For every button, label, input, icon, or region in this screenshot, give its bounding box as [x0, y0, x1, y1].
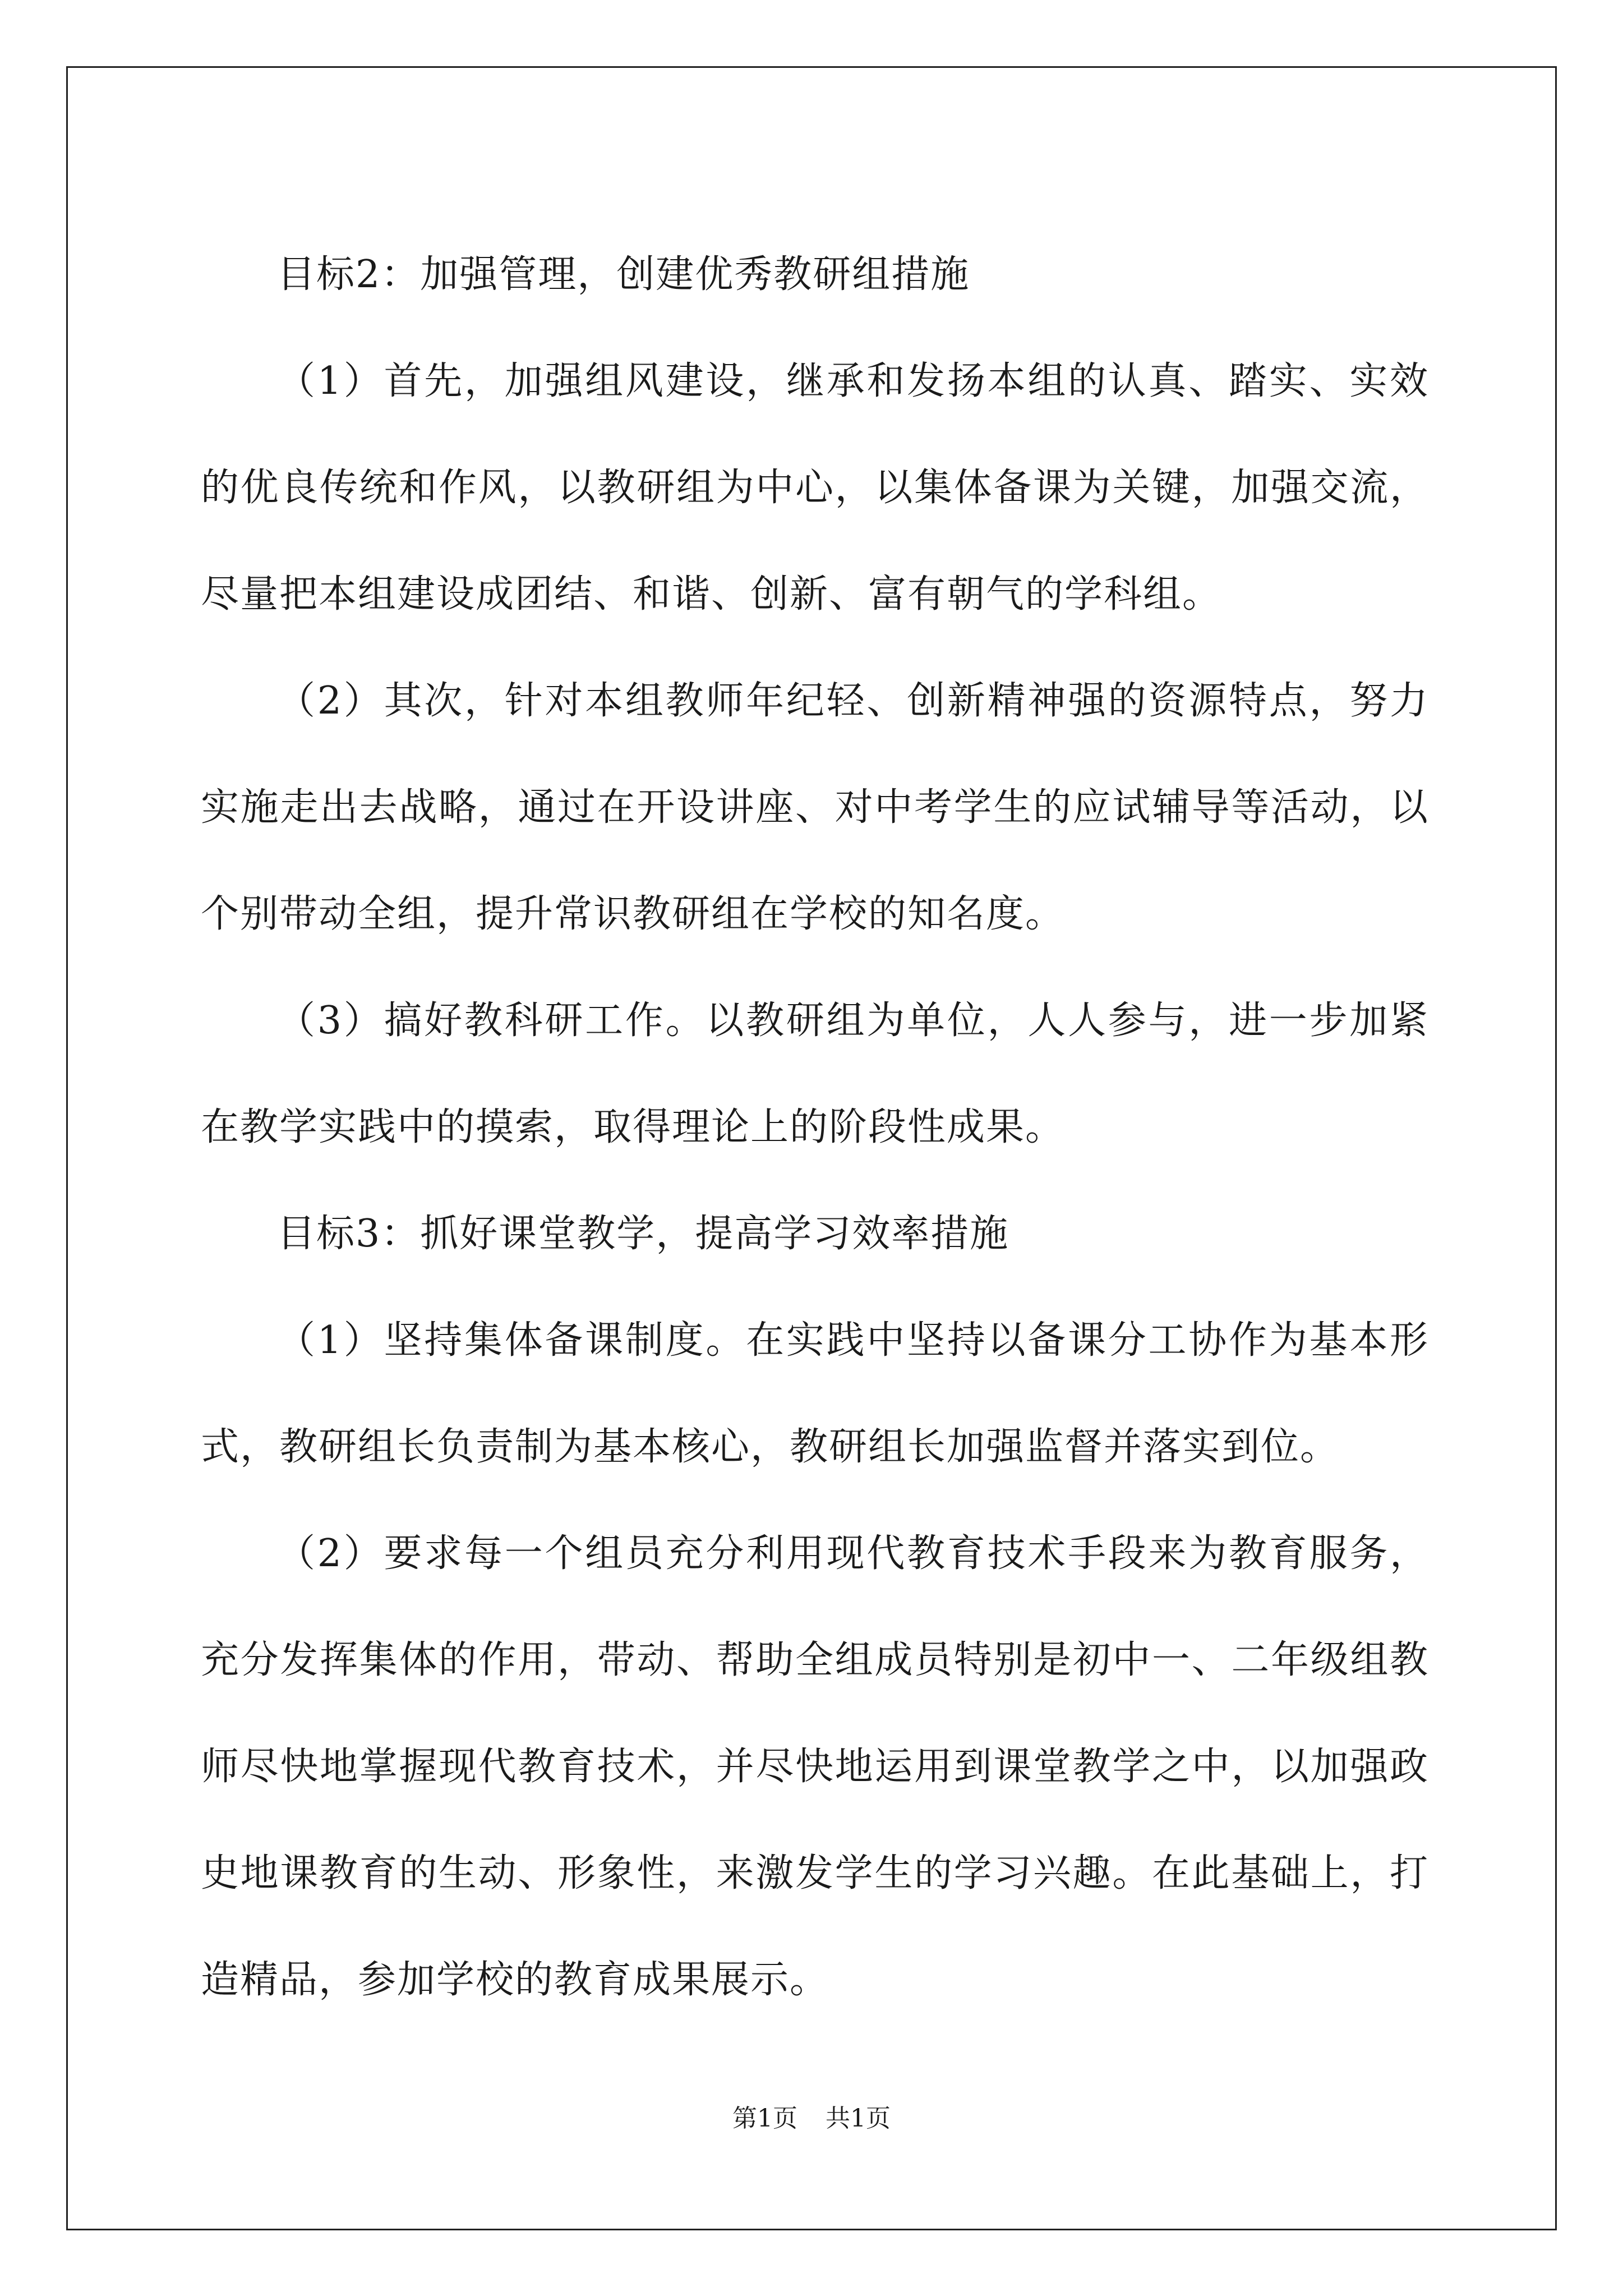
- paragraph-goal-2-item-1: （1）首先，加强组风建设，继承和发扬本组的认真、踏实、实效的优良传统和作风，以教研组为中心，以集体备课为关键，加强交流，尽量把本组建设成团结、和谐、创新、富有朝气的学科组。: [201, 359, 1429, 616]
- page-total: 共1页: [826, 2104, 891, 2133]
- paragraph-goal-2-heading: 目标2：加强管理，创建优秀教研组措施: [277, 252, 970, 297]
- page-number: 第1页: [732, 2104, 797, 2133]
- paragraph-goal-3-item-1: （1）坚持集体备课制度。在实践中坚持以备课分工协作为基本形式，教研组长负责制为基本核心，教研组长加强监督并落实到位。: [201, 1318, 1429, 1469]
- paragraph-goal-2-item-2: （2）其次，针对本组教师年纪轻、创新精神强的资源特点，努力实施走出去战略，通过在开设讲座、对中考学生的应试辅导等活动，以个别带动全组，提升常识教研组在学校的知名度。: [201, 679, 1429, 936]
- paragraph-goal-3-heading: 目标3：抓好课堂教学，提高学习效率措施: [277, 1212, 1009, 1256]
- page-footer: [0, 2098, 1623, 2134]
- paragraph-goal-3-item-2: （2）要求每一个组员充分利用现代教育技术手段来为教育服务，充分发挥集体的作用，带动、帮助全组成员特别是初中一、二年级组教师尽快地掌握现代教育技术，并尽快地运用到课堂教学之中，以加强政史地课教育的生动、形象性，来激发学生的学习兴趣。在此基础上，打造精品，参加学校的教育成果展示。: [201, 1531, 1429, 2002]
- document-body: [201, 222, 1429, 2033]
- paragraph-goal-2-item-3: （3）搞好教科研工作。以教研组为单位，人人参与，进一步加紧在教学实践中的摸索，取得理论上的阶段性成果。: [201, 999, 1429, 1149]
